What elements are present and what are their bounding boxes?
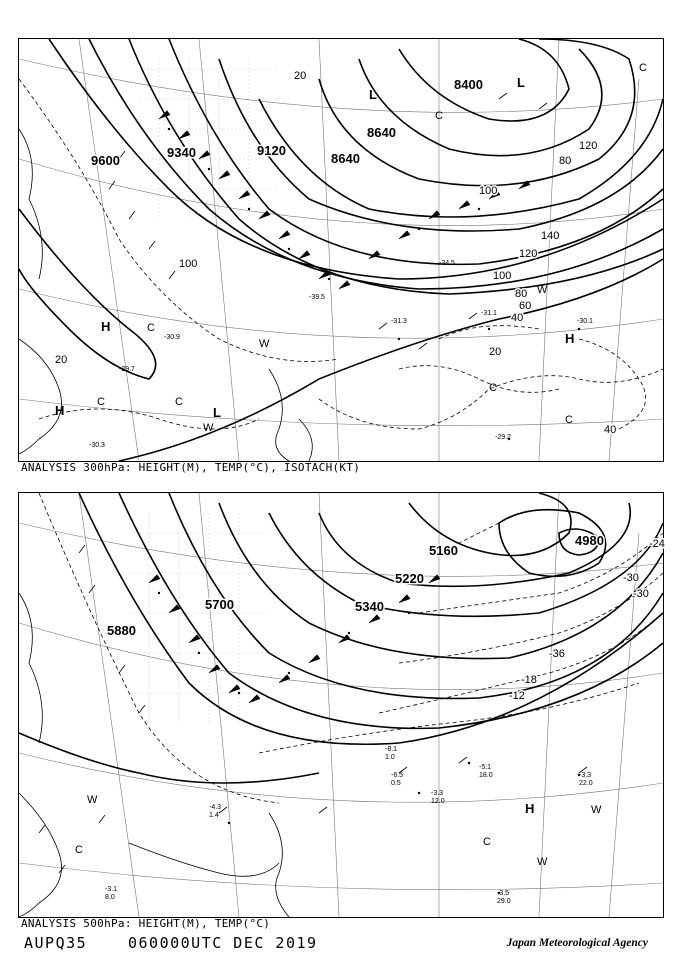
pressure-center-symbol: H <box>55 403 65 418</box>
isotach-label: 40 <box>604 424 617 436</box>
pressure-center-symbol: C <box>175 396 183 408</box>
station-values <box>105 746 593 905</box>
temp-label: -31.3 <box>391 318 407 325</box>
isotach-label: 80 <box>559 155 572 167</box>
station-dewpoint: 18.0 <box>479 772 493 779</box>
graticule <box>19 39 663 461</box>
station-dewpoint: 22.0 <box>579 780 593 787</box>
isotach-label: 40 <box>511 312 524 324</box>
pressure-center-symbol: H <box>525 801 535 816</box>
station-temp: -3.5 <box>497 890 510 897</box>
station-temp: -6.5 <box>391 772 404 779</box>
height-label: 4980 <box>575 533 604 548</box>
pressure-center-symbol: W <box>203 422 214 434</box>
isotach-label: 120 <box>519 248 538 260</box>
wind-barbs <box>39 545 587 873</box>
temp-label: -29.7 <box>119 366 135 373</box>
isotach-label: 60 <box>519 300 532 312</box>
height-label: 5880 <box>107 623 136 638</box>
pressure-center-symbol: C <box>483 836 491 848</box>
pressure-center-symbol: W <box>537 856 548 868</box>
station-dewpoint: 1.4 <box>209 812 219 819</box>
pressure-center-symbol: H <box>101 319 111 334</box>
chart-id: AUPQ35 <box>24 934 88 952</box>
isotach-label: 20 <box>489 346 502 358</box>
pressure-center-symbol: C <box>147 322 155 334</box>
station-dewpoint: 0.5 <box>391 780 401 787</box>
station-temp: -4.3 <box>209 804 222 811</box>
station-temp: -8.1 <box>385 746 398 753</box>
isotach-label: 140 <box>541 230 560 242</box>
pressure-center-symbol: W <box>537 284 548 296</box>
height-label: 8400 <box>454 77 483 92</box>
height-label: 8640 <box>331 151 360 166</box>
temp-contour-label: -18 <box>521 674 537 686</box>
pressure-centers <box>75 794 602 868</box>
temp-contour-label: -30 <box>633 588 649 600</box>
temp-label: -30.1 <box>577 318 593 325</box>
pressure-center-symbol: L <box>369 87 377 102</box>
temp-contour-label: -30 <box>623 572 639 584</box>
station-dewpoint: 8.0 <box>105 894 115 901</box>
height-label: 9120 <box>257 143 286 158</box>
pressure-center-symbol: L <box>517 75 525 90</box>
map-500hpa-svg <box>19 493 663 917</box>
height-label: 9340 <box>167 145 196 160</box>
station-temp: -3.3 <box>579 772 592 779</box>
isotach-label: 20 <box>55 354 68 366</box>
isotach-label: 100 <box>179 258 198 270</box>
isotach-label: 100 <box>479 185 498 197</box>
temp-contour-label: -36 <box>549 648 565 660</box>
temp-contours <box>19 79 663 429</box>
isotach-label: 20 <box>294 70 307 82</box>
height-labels <box>107 533 604 638</box>
temp-label: -30.3 <box>89 442 105 449</box>
pressure-center-symbol: W <box>591 804 602 816</box>
temp-label: -30.9 <box>164 334 180 341</box>
station-temp: -3.1 <box>105 886 118 893</box>
pressure-center-symbol: C <box>97 396 105 408</box>
graticule <box>19 493 663 917</box>
analysis-300hpa-map <box>18 38 664 462</box>
pressure-center-symbol: C <box>639 62 647 74</box>
height-label: 5340 <box>355 599 384 614</box>
temp-label: -31.1 <box>481 310 497 317</box>
height-contours <box>19 39 663 461</box>
temp-contour-label: -24 <box>649 538 665 550</box>
analysis-500hpa-map <box>18 492 664 918</box>
agency-name: Japan Meteorological Agency <box>506 937 648 949</box>
pressure-center-symbol: L <box>213 405 221 420</box>
station-dewpoint: 12.0 <box>431 798 445 805</box>
temp-contours <box>39 493 663 803</box>
coastline <box>19 593 289 917</box>
temp-label: -34.5 <box>439 260 455 267</box>
isotach-label: 80 <box>515 288 528 300</box>
height-label: 8640 <box>367 125 396 140</box>
pressure-center-symbol: C <box>435 110 443 122</box>
pressure-center-symbol: W <box>259 338 270 350</box>
height-contours <box>19 493 663 783</box>
station-temp: -3.3 <box>431 790 444 797</box>
height-label: 9600 <box>91 153 120 168</box>
temp-contour-label: -12 <box>509 690 525 702</box>
temp-label: -39.5 <box>309 294 325 301</box>
isotach-label: 120 <box>579 140 598 152</box>
pressure-center-symbol: W <box>87 794 98 806</box>
map-300hpa-svg <box>19 39 663 461</box>
station-dewpoint: 29.0 <box>497 898 511 905</box>
height-label: 5700 <box>205 597 234 612</box>
station-dots <box>158 592 580 894</box>
station-dewpoint: 1.0 <box>385 754 395 761</box>
temp-labels <box>509 538 665 702</box>
pressure-center-symbol: C <box>75 844 83 856</box>
station-temp: -5.1 <box>479 764 492 771</box>
pressure-center-symbol: C <box>565 414 573 426</box>
height-label: 5220 <box>395 571 424 586</box>
temp-label: -29.2 <box>495 434 511 441</box>
height-labels <box>91 77 483 168</box>
panel-caption-300hpa: ANALYSIS 300hPa: HEIGHT(M), TEMP(°C), ISOTACH(KT) <box>21 461 361 474</box>
isotach-label: 100 <box>493 270 512 282</box>
pressure-center-symbol: C <box>489 382 497 394</box>
pressure-center-symbol: H <box>565 331 575 346</box>
valid-time: 060000UTC DEC 2019 <box>128 934 318 952</box>
height-label: 5160 <box>429 543 458 558</box>
panel-caption-500hpa: ANALYSIS 500hPa: HEIGHT(M), TEMP(°C) <box>21 917 271 930</box>
